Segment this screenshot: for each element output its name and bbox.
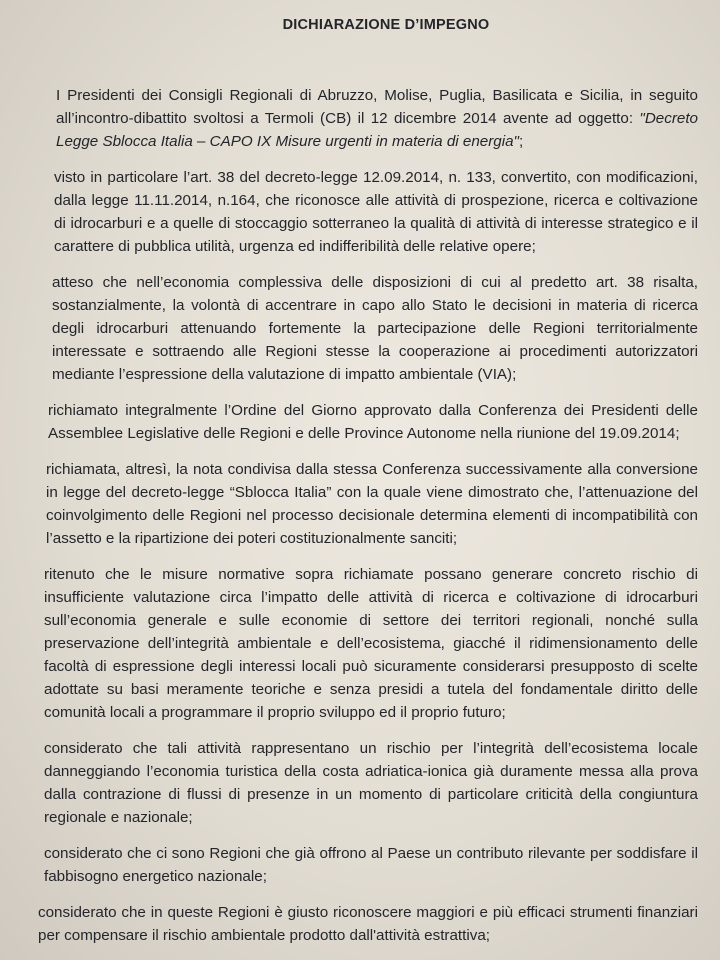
paragraph-atteso: atteso che nell’economia complessiva delle disposizioni di cui al predetto art. 38 risalta, sostanzialmente, la volontà di accentrare in capo allo Stato le decisioni in materia di ricerca degli idrocarburi attenuando fortemente la partecipazione delle Regioni territorialmente interessate e sottraendo alle Regioni stesse la cooperazione ai procedimenti autorizzatori mediante l’espressione della valutazione di impatto ambientale (VIA); — [52, 274, 698, 383]
paragraph-visto: visto in particolare l’art. 38 del decreto-legge 12.09.2014, n. 133, convertito, con modificazioni, dalla legge 11.11.2014, n.164, che riconosce alle attività di prospezione, ricerca e coltivazione di idrocarburi e a quelle di stoccaggio sotterraneo la qualità di attività di interesse strategico e il carattere di pubblica utilità, urgenza ed indifferibilità delle relative opere; — [54, 169, 698, 255]
paragraph-ritenuto: ritenuto che le misure normative sopra richiamate possano generare concreto rischio di insufficiente valutazione circa l’impatto delle attività di ricerca e coltivazione di idrocarburi sull’economia generale e sulle economie di settore dei territori regionali, nonché sulla preservazione dell’integrità ambientale e dell’ecosistema, giacché il ridimensionamento delle facoltà di espressione degli interessi locali può sicuramente considerarsi presupposto di scelte adottate su basi meramente teoriche e senza presidi a tutela del fondamentale diritto delle comunità locali a programmare il proprio sviluppo ed il proprio futuro; — [44, 566, 698, 721]
document-title: DICHIARAZIONE D’IMPEGNO — [282, 17, 490, 33]
paragraph-text: I Presidenti dei Consigli Regionali di Abruzzo, Molise, Puglia, Basilicata e Sicilia, in seguito all’incontro-dibattito svoltosi a Termoli (CB) il 12 dicembre 2014 avente ad oggetto: — [56, 87, 698, 127]
paragraph-richiamata: richiamata, altresì, la nota condivisa dalla stessa Conferenza successivamente alla conversione in legge del decreto-legge “Sblocca Italia” con la quale viene dimostrato che, l’attenuazione del coinvolgimento delle Regioni nel processo decisionale determina elementi di incompatibilità con l’assetto e la ripartizione dei poteri costituzionalmente sanciti; — [46, 461, 698, 547]
paragraph-considerato-3: considerato che in queste Regioni è giusto riconoscere maggiori e più efficaci strumenti finanziari per compensare il rischio ambientale prodotto dall'attività estrattiva; — [38, 904, 698, 944]
paragraph-considerato-2: considerato che ci sono Regioni che già offrono al Paese un contributo rilevante per soddisfare il fabbisogno energetico nazionale; — [44, 845, 698, 885]
paragraph-richiamato: richiamato integralmente l’Ordine del Giorno approvato dalla Conferenza dei Presidenti delle Assemblee Legislative delle Regioni e delle Province Autonome nella riunione del 19.09.2014; — [48, 402, 698, 442]
paragraph-considerato-1: considerato che tali attività rappresentano un rischio per l’integrità dell’ecosistema locale danneggiando l’economia turistica della costa adriatica-ionica già duramente messa alla prova dalla contrazione di flussi di presenze in un momento di particolare criticità della congiuntura regionale e nazionale; — [44, 740, 698, 826]
paragraph-italic-subject: "Decreto Legge Sblocca Italia – CAPO IX Misure urgenti in materia di energia" — [56, 110, 698, 150]
paragraph-tail: ; — [518, 133, 524, 150]
paragraph-premise — [44, 84, 698, 153]
